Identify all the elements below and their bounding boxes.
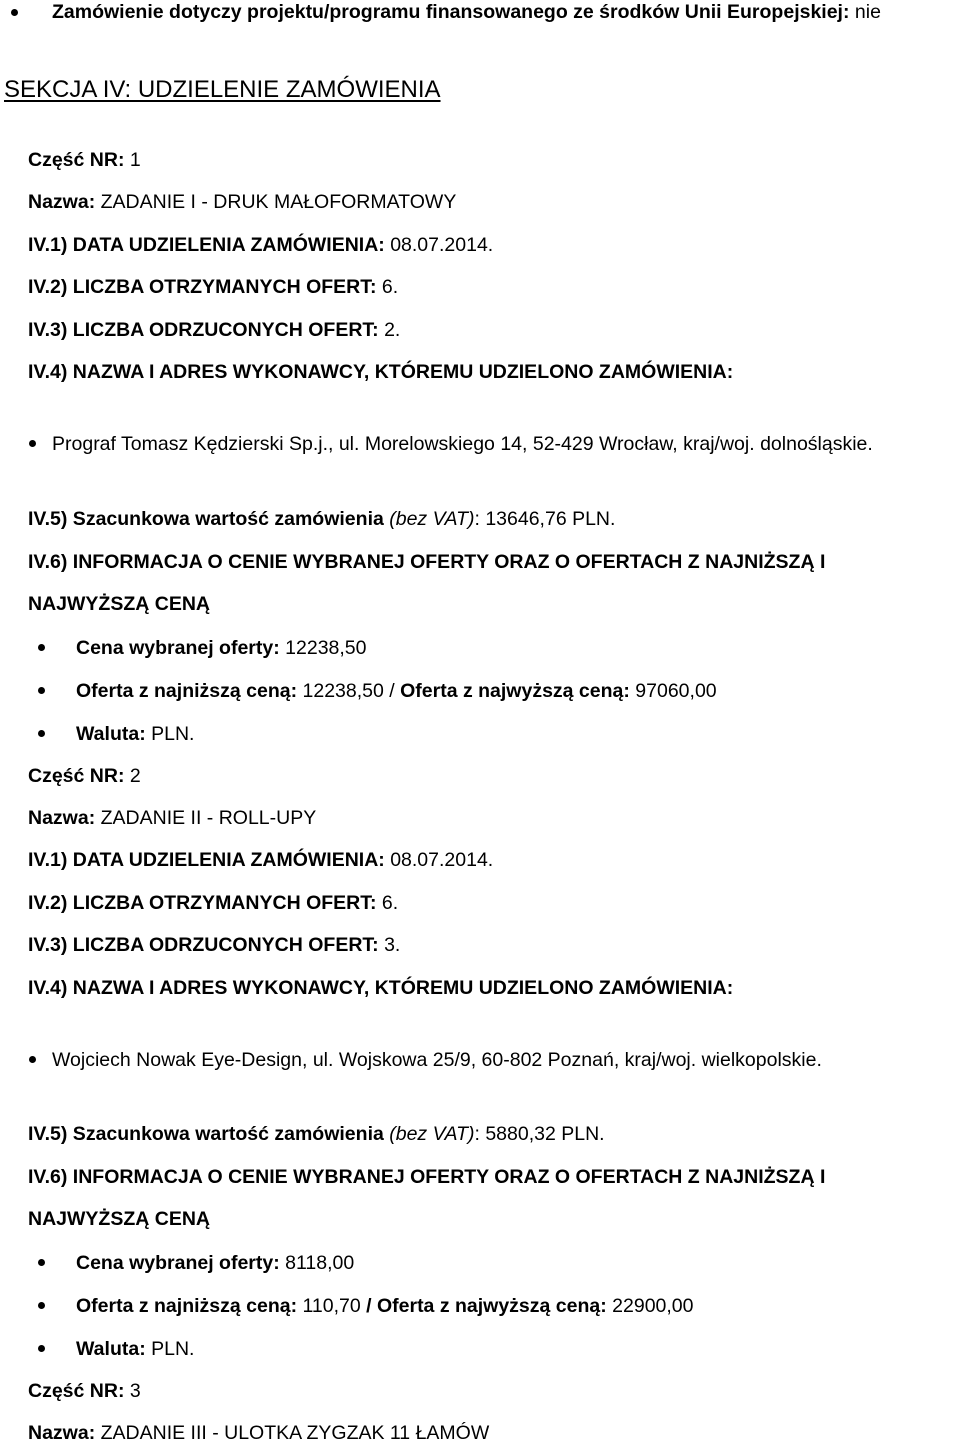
part-1-selected-price: Cena wybranej oferty: 12238,50 <box>76 637 367 659</box>
part-1-number: Część NR: 1 <box>28 149 141 171</box>
part-2-offers-rejected: IV.3) LICZBA ODRZUCONYCH OFERT: 3. <box>28 934 401 956</box>
part-1-price-info-heading: IV.6) INFORMACJA O CENIE WYBRANEJ OFERTY ORAZ O OFERTACH Z NAJNIŻSZĄ I <box>28 551 826 573</box>
part-1-name: Nazwa: ZADANIE I - DRUK MAŁOFORMATOWY <box>28 191 457 213</box>
bullet-icon <box>29 440 36 447</box>
part-2-contractor-heading: IV.4) NAZWA I ADRES WYKONAWCY, KTÓREMU UDZIELONO ZAMÓWIENIA: <box>28 977 734 999</box>
bullet-icon <box>38 1345 45 1352</box>
bullet-icon <box>11 9 18 16</box>
part-3-name: Nazwa: ZADANIE III - ULOTKA ZYGZAK 11 ŁAMÓW <box>28 1422 490 1444</box>
part-1-price-info-heading-cont: NAJWYŻSZĄ CENĄ <box>28 593 211 615</box>
eu-funding-value: nie <box>854 1 881 23</box>
part-2-number: Część NR: 2 <box>28 765 141 787</box>
section-title: SEKCJA IV: UDZIELENIE ZAMÓWIENIA <box>4 76 441 103</box>
bullet-icon <box>38 687 45 694</box>
bullet-icon <box>38 730 45 737</box>
part-2-contractor: Wojciech Nowak Eye-Design, ul. Wojskowa 25/9, 60-802 Poznań, kraj/woj. wielkopolskie. <box>52 1049 822 1071</box>
part-2-price-info-heading-cont: NAJWYŻSZĄ CENĄ <box>28 1208 211 1230</box>
part-2-price-range: Oferta z najniższą ceną: 110,70 / Oferta z najwyższą ceną: 22900,00 <box>76 1295 694 1317</box>
part-2-currency: Waluta: PLN. <box>76 1338 195 1360</box>
part-1-currency: Waluta: PLN. <box>76 723 195 745</box>
eu-funding-line <box>52 0 881 24</box>
eu-funding-label: Zamówienie dotyczy projektu/programu finansowanego ze środków Unii Europejskiej: <box>52 1 850 23</box>
part-1-award-date: IV.1) DATA UDZIELENIA ZAMÓWIENIA: 08.07.2014. <box>28 234 494 256</box>
bullet-icon <box>38 1259 45 1266</box>
part-1-estimated-value: IV.5) Szacunkowa wartość zamówienia (bez VAT): 13646,76 PLN. <box>28 508 616 530</box>
part-1-offers-rejected: IV.3) LICZBA ODRZUCONYCH OFERT: 2. <box>28 319 401 341</box>
bullet-icon <box>29 1056 36 1063</box>
part-3-number: Część NR: 3 <box>28 1380 141 1402</box>
part-2-price-info-heading: IV.6) INFORMACJA O CENIE WYBRANEJ OFERTY ORAZ O OFERTACH Z NAJNIŻSZĄ I <box>28 1166 826 1188</box>
part-2-name: Nazwa: ZADANIE II - ROLL-UPY <box>28 807 317 829</box>
part-1-offers-received: IV.2) LICZBA OTRZYMANYCH OFERT: 6. <box>28 276 399 298</box>
part-2-offers-received: IV.2) LICZBA OTRZYMANYCH OFERT: 6. <box>28 892 399 914</box>
bullet-icon <box>38 644 45 651</box>
part-1-price-range: Oferta z najniższą ceną: 12238,50 / Oferta z najwyższą ceną: 97060,00 <box>76 680 717 702</box>
part-1-contractor-heading: IV.4) NAZWA I ADRES WYKONAWCY, KTÓREMU UDZIELONO ZAMÓWIENIA: <box>28 361 734 383</box>
part-2-award-date: IV.1) DATA UDZIELENIA ZAMÓWIENIA: 08.07.2014. <box>28 849 494 871</box>
part-1-contractor: Prograf Tomasz Kędzierski Sp.j., ul. Morelowskiego 14, 52-429 Wrocław, kraj/woj. dolnośląskie. <box>52 433 873 455</box>
part-2-estimated-value: IV.5) Szacunkowa wartość zamówienia (bez VAT): 5880,32 PLN. <box>28 1123 605 1145</box>
part-2-selected-price: Cena wybranej oferty: 8118,00 <box>76 1252 355 1274</box>
bullet-icon <box>38 1302 45 1309</box>
